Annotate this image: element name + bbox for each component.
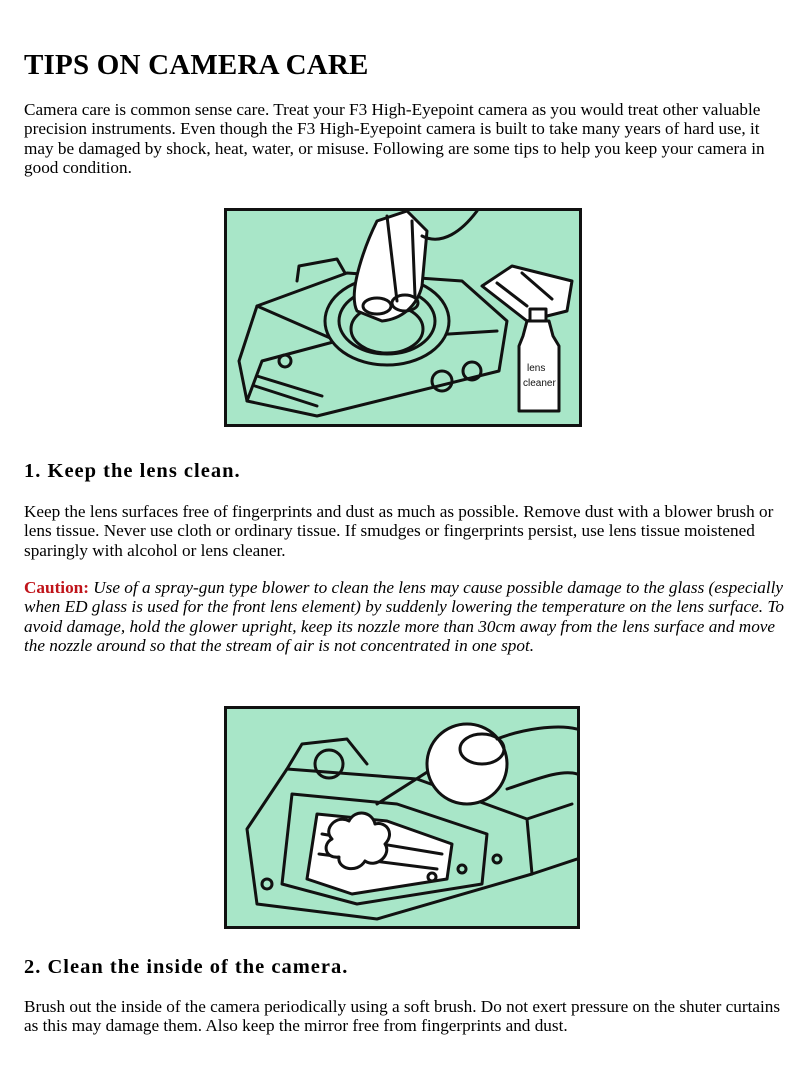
page-title: TIPS ON CAMERA CARE bbox=[24, 49, 369, 81]
camera-inside-drawing bbox=[227, 709, 577, 926]
bottle-label-word2: cleaner bbox=[523, 378, 556, 389]
inside-paragraph: Brush out the inside of the camera periodically using a soft brush. Do not exert pressure on the shuter curtains as this may damage them. Also keep the mirror free from fingerprints and dust. bbox=[24, 997, 781, 1036]
lens-cleaning-illustration bbox=[224, 208, 582, 427]
camera-inside-illustration bbox=[224, 706, 580, 929]
section-heading-inside: 2. Clean the inside of the camera. bbox=[24, 956, 349, 978]
intro-paragraph: Camera care is common sense care. Treat your F3 High-Eyepoint camera as you would treat other valuable precision instruments. Even though the F3 High-Eyepoint camera is built to take many years of hard use, it may be damaged by shock, heat, water, or misuse. Following are some tips to help you keep your camera in good condition. bbox=[24, 100, 765, 178]
caution-label: Caution: bbox=[24, 578, 89, 597]
bottle-label-word1: lens bbox=[527, 363, 546, 374]
caution-text: Use of a spray-gun type blower to clean the lens may cause possible damage to the glass (especially when ED glass is used for the front lens element) by suddenly lowering the temperature on the lens surface. To avoid damage, hold the glower upright, keep its nozzle more than 30cm away from the lens surface and move the nozzle around so that the stream of air is not concentrated in one spot. bbox=[24, 578, 784, 656]
lens-paragraph: Keep the lens surfaces free of fingerprints and dust as much as possible. Remove dust with a blower brush or lens tissue. Never use cloth or ordinary tissue. If smudges or fingerprints persist, use lens tissue moistened sparingly with alcohol or lens cleaner. bbox=[24, 502, 774, 560]
section-heading-lens: 1. Keep the lens clean. bbox=[24, 460, 241, 482]
caution-paragraph bbox=[24, 578, 790, 656]
lens-cleaning-drawing bbox=[227, 211, 579, 424]
